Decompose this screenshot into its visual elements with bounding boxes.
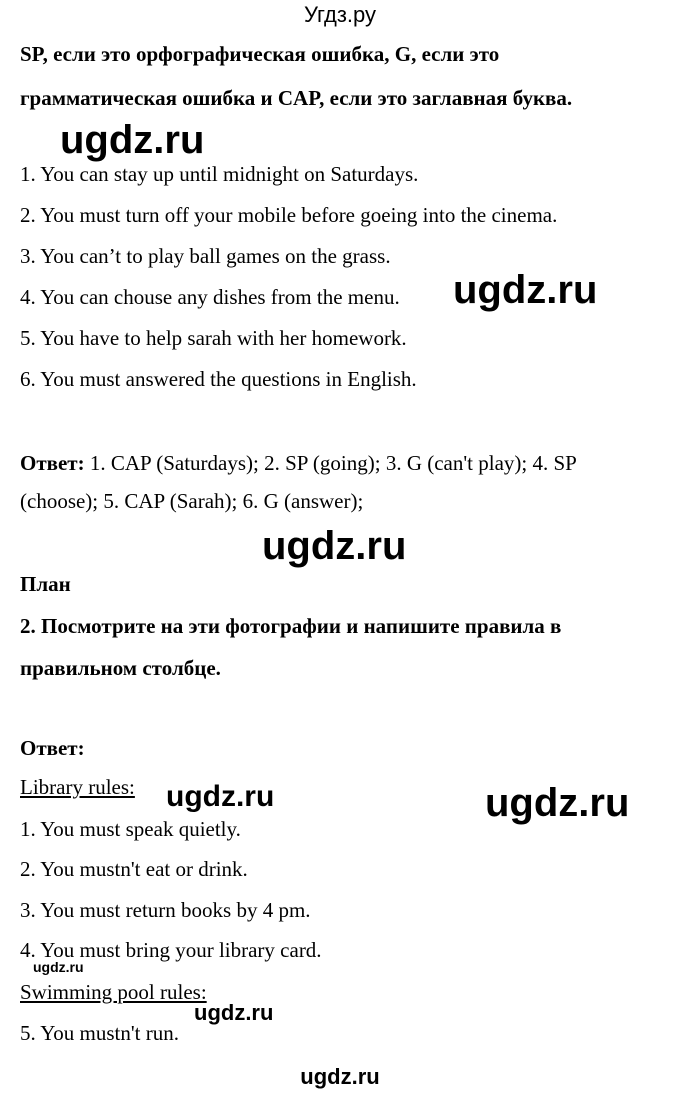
- pool-rule-5: 5. You mustn't run.: [20, 1021, 179, 1045]
- answer-2-label: Ответ:: [20, 736, 85, 760]
- watermark-logo: ugdz.ru: [262, 524, 407, 568]
- sentence-6: 6. You must answered the questions in English.: [20, 367, 417, 391]
- watermark-logo: ugdz.ru: [194, 1000, 274, 1025]
- sentence-3: 3. You can’t to play ball games on the grass.: [20, 244, 391, 268]
- pool-rules-heading: Swimming pool rules:: [20, 980, 207, 1004]
- library-rule-3: 3. You must return books by 4 pm.: [20, 898, 311, 922]
- watermark-logo: ugdz.ru: [166, 780, 275, 813]
- library-rule-1: 1. You must speak quietly.: [20, 817, 241, 841]
- sentence-4: 4. You can chouse any dishes from the menu.: [20, 285, 400, 309]
- sentence-1: 1. You can stay up until midnight on Saturdays.: [20, 162, 419, 186]
- library-rule-2: 2. You mustn't eat or drink.: [20, 857, 248, 881]
- answer-label: Ответ:: [20, 451, 85, 475]
- watermark-logo: ugdz.ru: [453, 268, 598, 312]
- watermark-logo: ugdz.ru: [60, 118, 205, 162]
- watermark-logo: ugdz.ru: [33, 959, 84, 975]
- answer-1-line-2: (choose); 5. CAP (Sarah); 6. G (answer);: [20, 489, 364, 513]
- library-rule-4: 4. You must bring your library card.: [20, 938, 322, 962]
- answer-1-line-1: [20, 451, 577, 476]
- sentence-2: 2. You must turn off your mobile before goeing into the cinema.: [20, 203, 558, 227]
- task-2-line-2: правильном столбце.: [20, 656, 221, 680]
- site-header: Угдз.ру: [303, 2, 377, 27]
- sentence-5: 5. You have to help sarah with her homework.: [20, 326, 407, 350]
- plan-label: План: [20, 572, 71, 596]
- answer-1-text: 1. CAP (Saturdays); 2. SP (going); 3. G (can't play); 4. SP: [84, 451, 577, 475]
- task-2-line-1: 2. Посмотрите на эти фотографии и напишите правила в: [20, 614, 562, 638]
- watermark-logo: ugdz.ru: [485, 781, 630, 825]
- task-intro-line-1: SP, если это орфографическая ошибка, G, если это: [20, 42, 500, 66]
- task-intro-line-2: грамматическая ошибка и CAP, если это заглавная буква.: [20, 86, 573, 110]
- library-rules-heading: Library rules:: [20, 775, 135, 799]
- footer-watermark: ugdz.ru: [300, 1064, 380, 1089]
